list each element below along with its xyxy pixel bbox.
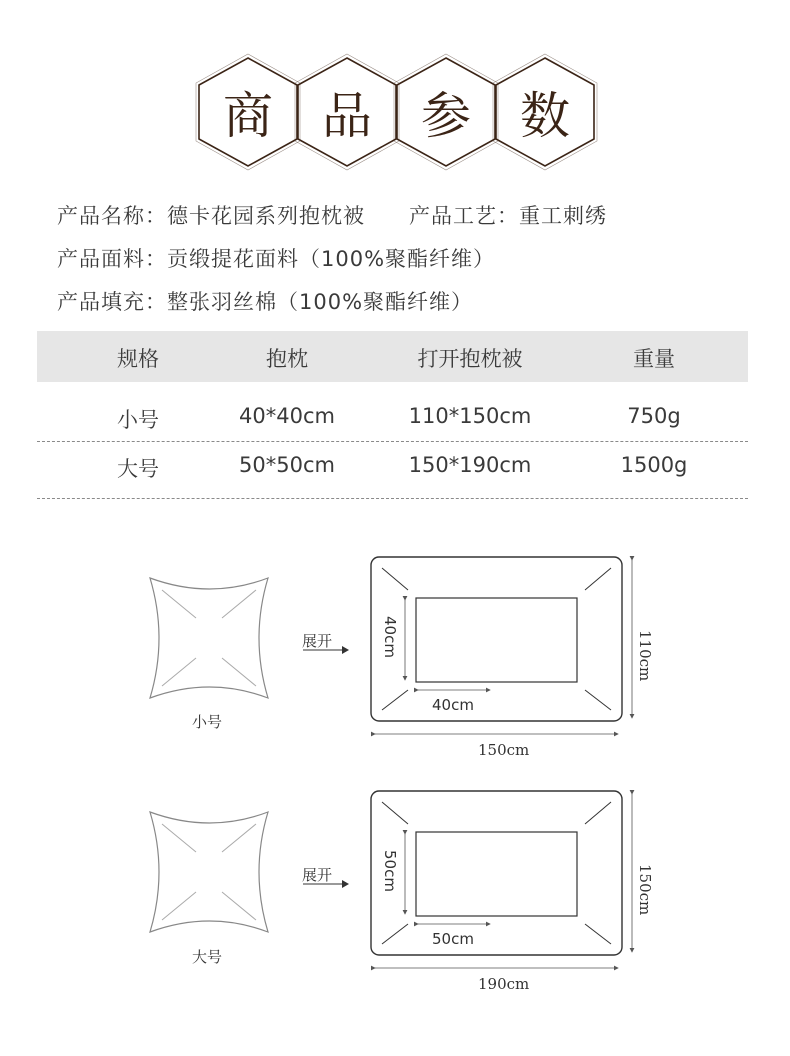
craft-label: 产品工艺： [409, 204, 519, 228]
table-cell: 大号 [117, 457, 159, 481]
unfolded-blanket-large [371, 791, 632, 968]
fabric-value: 贡缎提花面料（100%聚酯纤维） [167, 247, 496, 271]
heading-char: 品 [322, 87, 372, 145]
pillow-size-label: 大号 [192, 948, 223, 966]
heading-char: 参 [421, 87, 471, 145]
heading-char: 商 [223, 87, 273, 145]
craft-value: 重工刺绣 [519, 204, 607, 228]
heading-char: 数 [520, 87, 570, 145]
table-header-pillow: 抱枕 [266, 347, 308, 371]
table-cell: 40*40cm [239, 404, 335, 428]
pillow-small-outline [150, 578, 268, 698]
table-cell: 1500g [620, 453, 688, 477]
table-header-unfolded: 打开抱枕被 [417, 347, 523, 371]
table-header-weight: 重量 [633, 347, 675, 371]
inner-width-label: 50cm [432, 930, 474, 948]
table-cell: 750g [627, 404, 681, 428]
table-cell: 150*190cm [408, 453, 532, 477]
outer-height-label: 150cm [636, 864, 654, 916]
pillow-size-label: 小号 [192, 713, 223, 731]
inner-height-label: 40cm [381, 616, 399, 658]
expand-label: 展开 [302, 632, 333, 650]
filling-label: 产品填充： [57, 290, 167, 314]
outer-width-label: 190cm [478, 975, 530, 993]
outer-width-label: 150cm [478, 741, 530, 759]
table-cell: 50*50cm [239, 453, 335, 477]
filling-value: 整张羽丝棉（100%聚酯纤维） [167, 290, 474, 314]
pillow-large-outline [150, 812, 268, 932]
expand-label: 展开 [302, 866, 333, 884]
table-cell: 小号 [117, 408, 159, 432]
unfolded-blanket-small [371, 557, 632, 734]
inner-height-label: 50cm [381, 850, 399, 892]
outer-height-label: 110cm [636, 630, 654, 682]
table-header-spec: 规格 [117, 347, 159, 371]
fabric-label: 产品面料： [57, 247, 167, 271]
product-name-label: 产品名称： [57, 204, 167, 228]
inner-width-label: 40cm [432, 696, 474, 714]
product-name-value: 德卡花园系列抱枕被 [167, 204, 365, 228]
table-cell: 110*150cm [408, 404, 532, 428]
